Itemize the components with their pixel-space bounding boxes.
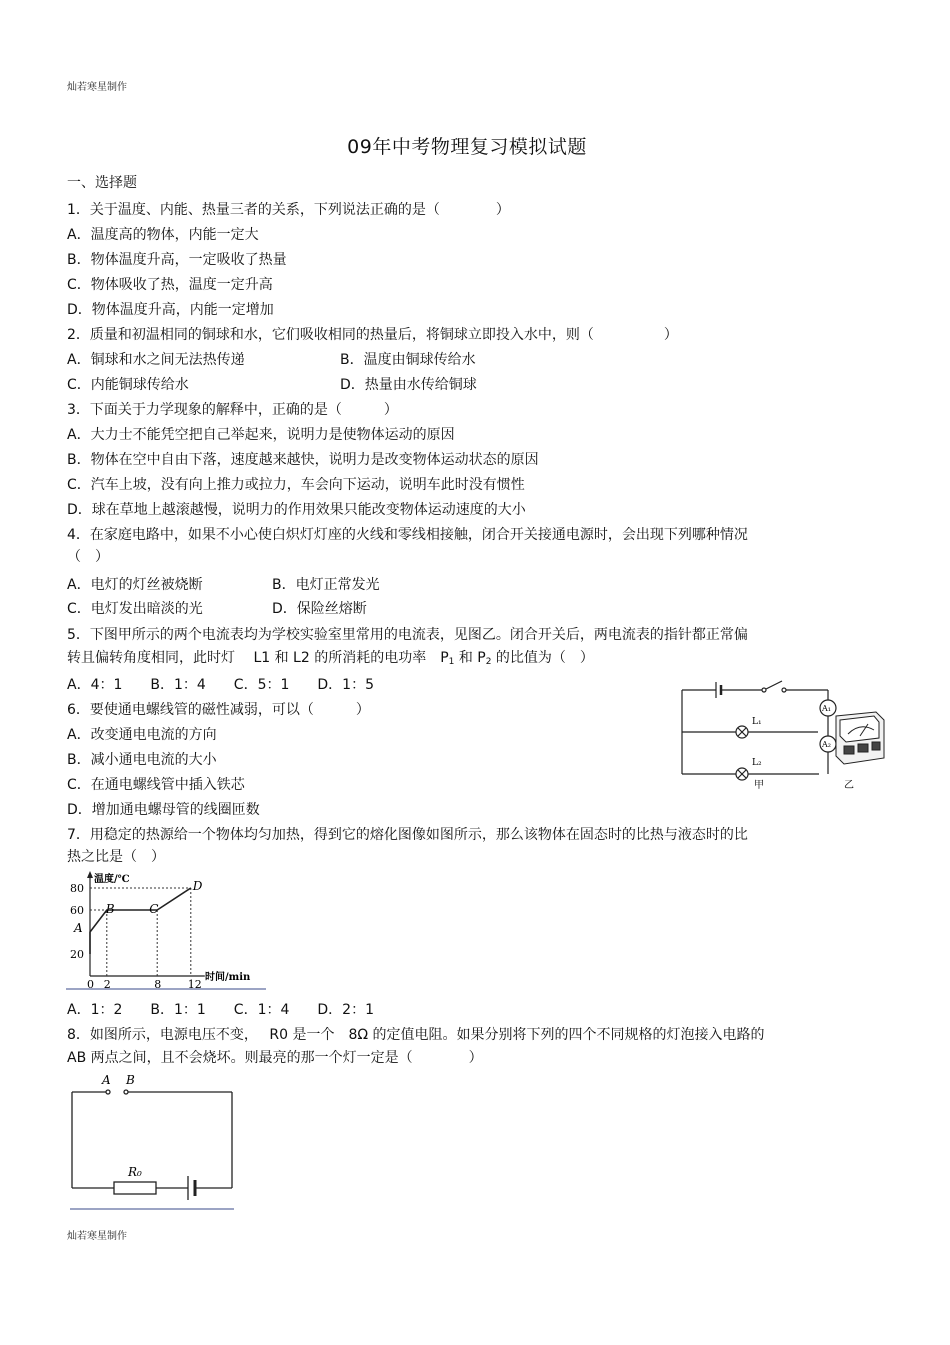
- lamp-l2-label: L₂: [752, 758, 762, 768]
- q4-option-a: A．电灯的灯丝被烧断: [67, 577, 203, 593]
- q4-option-b: B．电灯正常发光: [272, 577, 380, 593]
- q4-option-d: D．保险丝熔断: [272, 601, 367, 617]
- q2-option-a: A．铜球和水之间无法热传递: [67, 352, 245, 368]
- q5-stem-line2: 转且偏转角度相同，此时灯 L1 和 L2 的所消耗的电功率 $P_1$ 和 $P_2$ 的比值为（ ）: [67, 650, 594, 667]
- q2-option-c: C．内能铜球传给水: [67, 377, 189, 393]
- q8-circuit-figure: [64, 1072, 240, 1212]
- q7-stem-line1: 7．用稳定的热源给一个物体均匀加热，得到它的熔化图像如图所示，那么该物体在固态时的比热与液态时的比: [67, 827, 748, 843]
- resistor-r0-label: R₀: [128, 1165, 142, 1179]
- section-heading: 一、选择题: [67, 175, 137, 191]
- y-tick-label: 80: [70, 882, 84, 895]
- q1-option-d: D．物体温度升高，内能一定增加: [67, 302, 274, 318]
- battery-icon: [188, 1176, 195, 1200]
- q8-stem-line2: AB 两点之间，且不会烧坏。则最亮的那一个灯一定是（ ）: [67, 1050, 483, 1066]
- q6-option-d: D．增加通电螺母管的线圈匝数: [67, 802, 260, 818]
- x-tick-label: 0: [87, 978, 94, 991]
- q5-stem-line1: 5．下图甲所示的两个电流表均为学校实验室里常用的电流表，见图乙。闭合开关后，两电流表的指针都正常偏: [67, 627, 748, 643]
- q2-option-b: B．温度由铜球传给水: [340, 352, 476, 368]
- x-tick-label: 8: [154, 978, 162, 991]
- q5-options: A．4：1 B．1：4 C．5：1 D．1：5: [67, 677, 374, 693]
- q3-option-c: C．汽车上坡，没有向上推力或拉力，车会向下运动，说明车此时没有惯性: [67, 477, 525, 493]
- lamp-l1-label: L₁: [752, 717, 762, 727]
- caption-jia: 甲: [754, 780, 764, 791]
- q5-circuit-figure: [676, 676, 892, 794]
- q4-stem-line2: （ ）: [67, 549, 109, 565]
- q1-option-c: C．物体吸收了热，温度一定升高: [67, 277, 273, 293]
- chart-xlabel: 时间/min: [205, 972, 251, 983]
- ammeter-a2-label: A₂: [822, 740, 831, 749]
- page-title: 09年中考物理复习模拟试题: [347, 136, 587, 158]
- q6-option-c: C．在通电螺线管中插入铁芯: [67, 777, 245, 793]
- q6-stem: 6．要使通电螺线管的磁性减弱，可以（ ）: [67, 702, 370, 718]
- lamp-l1-icon: [736, 726, 748, 738]
- point-label: A: [74, 921, 83, 935]
- q4-stem-line1: 4．在家庭电路中，如果不小心使白炽灯灯座的火线和零线相接触，闭合开关接通电源时，会出现下列哪种情况: [67, 527, 748, 543]
- q3-option-b: B．物体在空中自由下落，速度越来越快，说明力是改变物体运动状态的原因: [67, 452, 539, 468]
- q6-option-a: A．改变通电电流的方向: [67, 727, 217, 743]
- q3-option-d: D．球在草地上越滚越慢，说明力的作用效果只能改变物体运动速度的大小: [67, 502, 526, 518]
- header-maker: 灿若寒星制作: [67, 82, 127, 93]
- chart-ylabel: 温度/℃: [94, 874, 130, 885]
- q3-option-a: A．大力士不能凭空把自己举起来，说明力是使物体运动的原因: [67, 427, 455, 443]
- point-b-label: B: [126, 1073, 135, 1087]
- q7-stem-line2: 热之比是（ ）: [67, 849, 165, 865]
- y-tick-label: 60: [70, 904, 84, 917]
- point-a-label: A: [102, 1073, 111, 1087]
- q2-stem: 2．质量和初温相同的铜球和水，它们吸收相同的热量后，将铜球立即投入水中，则（ ）: [67, 327, 678, 343]
- melting-curve-line: [90, 888, 191, 954]
- ammeter-a1-label: A₁: [822, 704, 831, 713]
- q8-stem-line1: 8．如图所示，电源电压不变， R0 是一个 8Ω 的定值电阻。如果分别将下列的四个不同规格的灯泡接入电路的: [67, 1027, 765, 1043]
- q2-option-d: D．热量由水传给铜球: [340, 377, 477, 393]
- point-label: B: [105, 902, 115, 916]
- x-tick-label: 2: [103, 978, 111, 991]
- melting-curve-chart: [66, 868, 270, 992]
- lamp-l2-icon: [736, 768, 748, 780]
- x-tick-label: 12: [187, 978, 202, 991]
- q4-option-c: C．电灯发出暗淡的光: [67, 601, 203, 617]
- q1-option-a: A．温度高的物体，内能一定大: [67, 227, 259, 243]
- point-label: C: [149, 902, 159, 916]
- q7-options: A．1：2 B．1：1 C．1：4 D．2：1: [67, 1002, 374, 1018]
- q6-option-b: B．减小通电电流的大小: [67, 752, 217, 768]
- q3-stem: 3．下面关于力学现象的解释中，正确的是（ ）: [67, 402, 398, 418]
- y-axis-arrow-icon: [87, 871, 93, 878]
- point-label: D: [192, 879, 203, 893]
- footer-maker: 灿若寒星制作: [67, 1231, 127, 1242]
- ammeter-device-icon: [836, 712, 884, 764]
- resistor-r0-icon: [114, 1182, 156, 1194]
- q1-option-b: B．物体温度升高，一定吸收了热量: [67, 252, 287, 268]
- caption-yi: 乙: [844, 780, 854, 791]
- q1-stem: 1．关于温度、内能、热量三者的关系，下列说法正确的是（ ）: [67, 202, 510, 218]
- y-tick-label: 20: [70, 948, 84, 961]
